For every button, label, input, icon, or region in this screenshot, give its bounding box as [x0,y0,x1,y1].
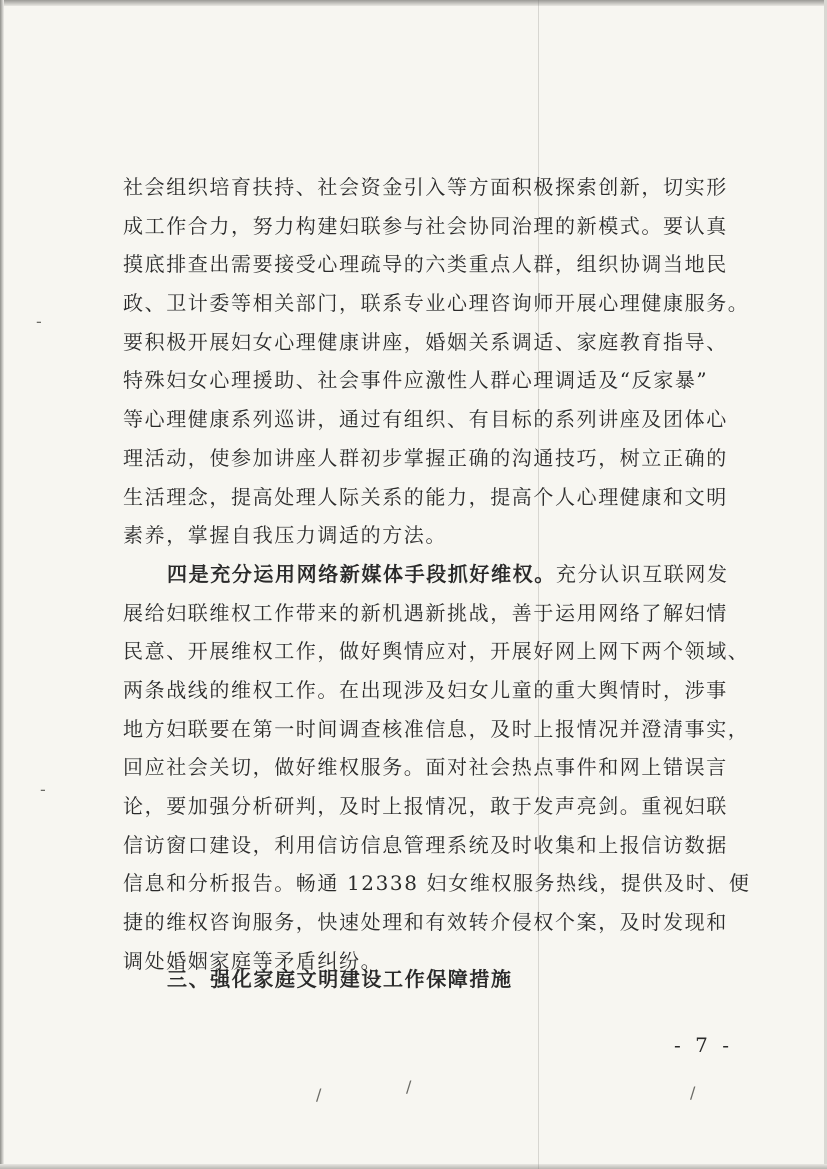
text-line: 调处婚姻家庭等矛盾纠纷。 [123,948,383,973]
text-line: 两条战线的维权工作。在出现涉及妇女儿童的重大舆情时，涉事 [123,677,728,702]
text-line: 成工作合力，努力构建妇联参与社会协同治理的新模式。要认真 [123,213,728,238]
paragraph-four-first-line [123,555,729,594]
text-line: 展给妇联维权工作带来的新机遇新挑战，善于运用网络了解妇情 [123,600,728,625]
text-line: 信访窗口建设，利用信访信息管理系统及时收集和上报信访数据 [123,832,728,857]
paragraph-four-first-line-rest: 充分认识互联网发 [555,561,729,586]
text-line: 回应社会关切，做好维权服务。面对社会热点事件和网上错误言 [123,755,728,780]
text-line: 信息和分析报告。畅通 12338 妇女维权服务热线，提供及时、便 [123,871,751,896]
page-number: - 7 - [674,1033,733,1057]
text-line: 生活理念，提高处理人际关系的能力，提高个人心理健康和文明 [123,484,728,509]
text-line: 摸底排查出需要接受心理疏导的六类重点人群，组织协调当地民 [123,252,728,277]
section-heading: 三、强化家庭文明建设工作保障措施 [167,967,513,991]
scan-speck-mark: - [40,780,46,799]
text-line: 等心理健康系列巡讲，通过有组织、有目标的系列讲座及团体心 [123,407,728,432]
scan-edge-bottom [0,1164,827,1169]
text-line: 特殊妇女心理援助、社会事件应激性人群心理调适及“反家暴” [123,368,709,393]
text-line: 社会组织培育扶持、社会资金引入等方面积极探索创新，切实形 [123,175,728,199]
scan-speck-mark: / [316,1085,322,1104]
text-line: 论，要加强分析研判，及时上报情况，敢于发声亮剑。重视妇联 [123,794,728,818]
scan-speck-mark: - [36,312,42,331]
text-line: 地方妇联要在第一时间调查核准信息，及时上报情况并澄清事实， [123,716,750,741]
text-line: 捷的维权咨询服务，快速处理和有效转介侵权个案，及时发现和 [123,910,728,935]
text-line: 要积极开展妇女心理健康讲座，婚姻关系调适、家庭教育指导、 [123,329,728,354]
text-line: 民意、开展维权工作，做好舆情应对，开展好网上网下两个领域、 [123,639,750,664]
scan-edge-left [0,0,4,1169]
paragraph-four-lead: 四是充分运用网络新媒体手段抓好维权。 [167,561,556,586]
body-text [123,168,751,980]
text-line: 政、卫计委等相关部门，联系专业心理咨询师开展心理健康服务。 [123,291,750,316]
scan-speck-mark: / [406,1077,412,1096]
scan-speck-mark: / [690,1083,696,1102]
text-line: 素养，掌握自我压力调适的方法。 [123,523,447,548]
scan-edge-top [0,0,827,6]
text-line: 理活动，使参加讲座人群初步掌握正确的沟通技巧，树立正确的 [123,445,728,470]
